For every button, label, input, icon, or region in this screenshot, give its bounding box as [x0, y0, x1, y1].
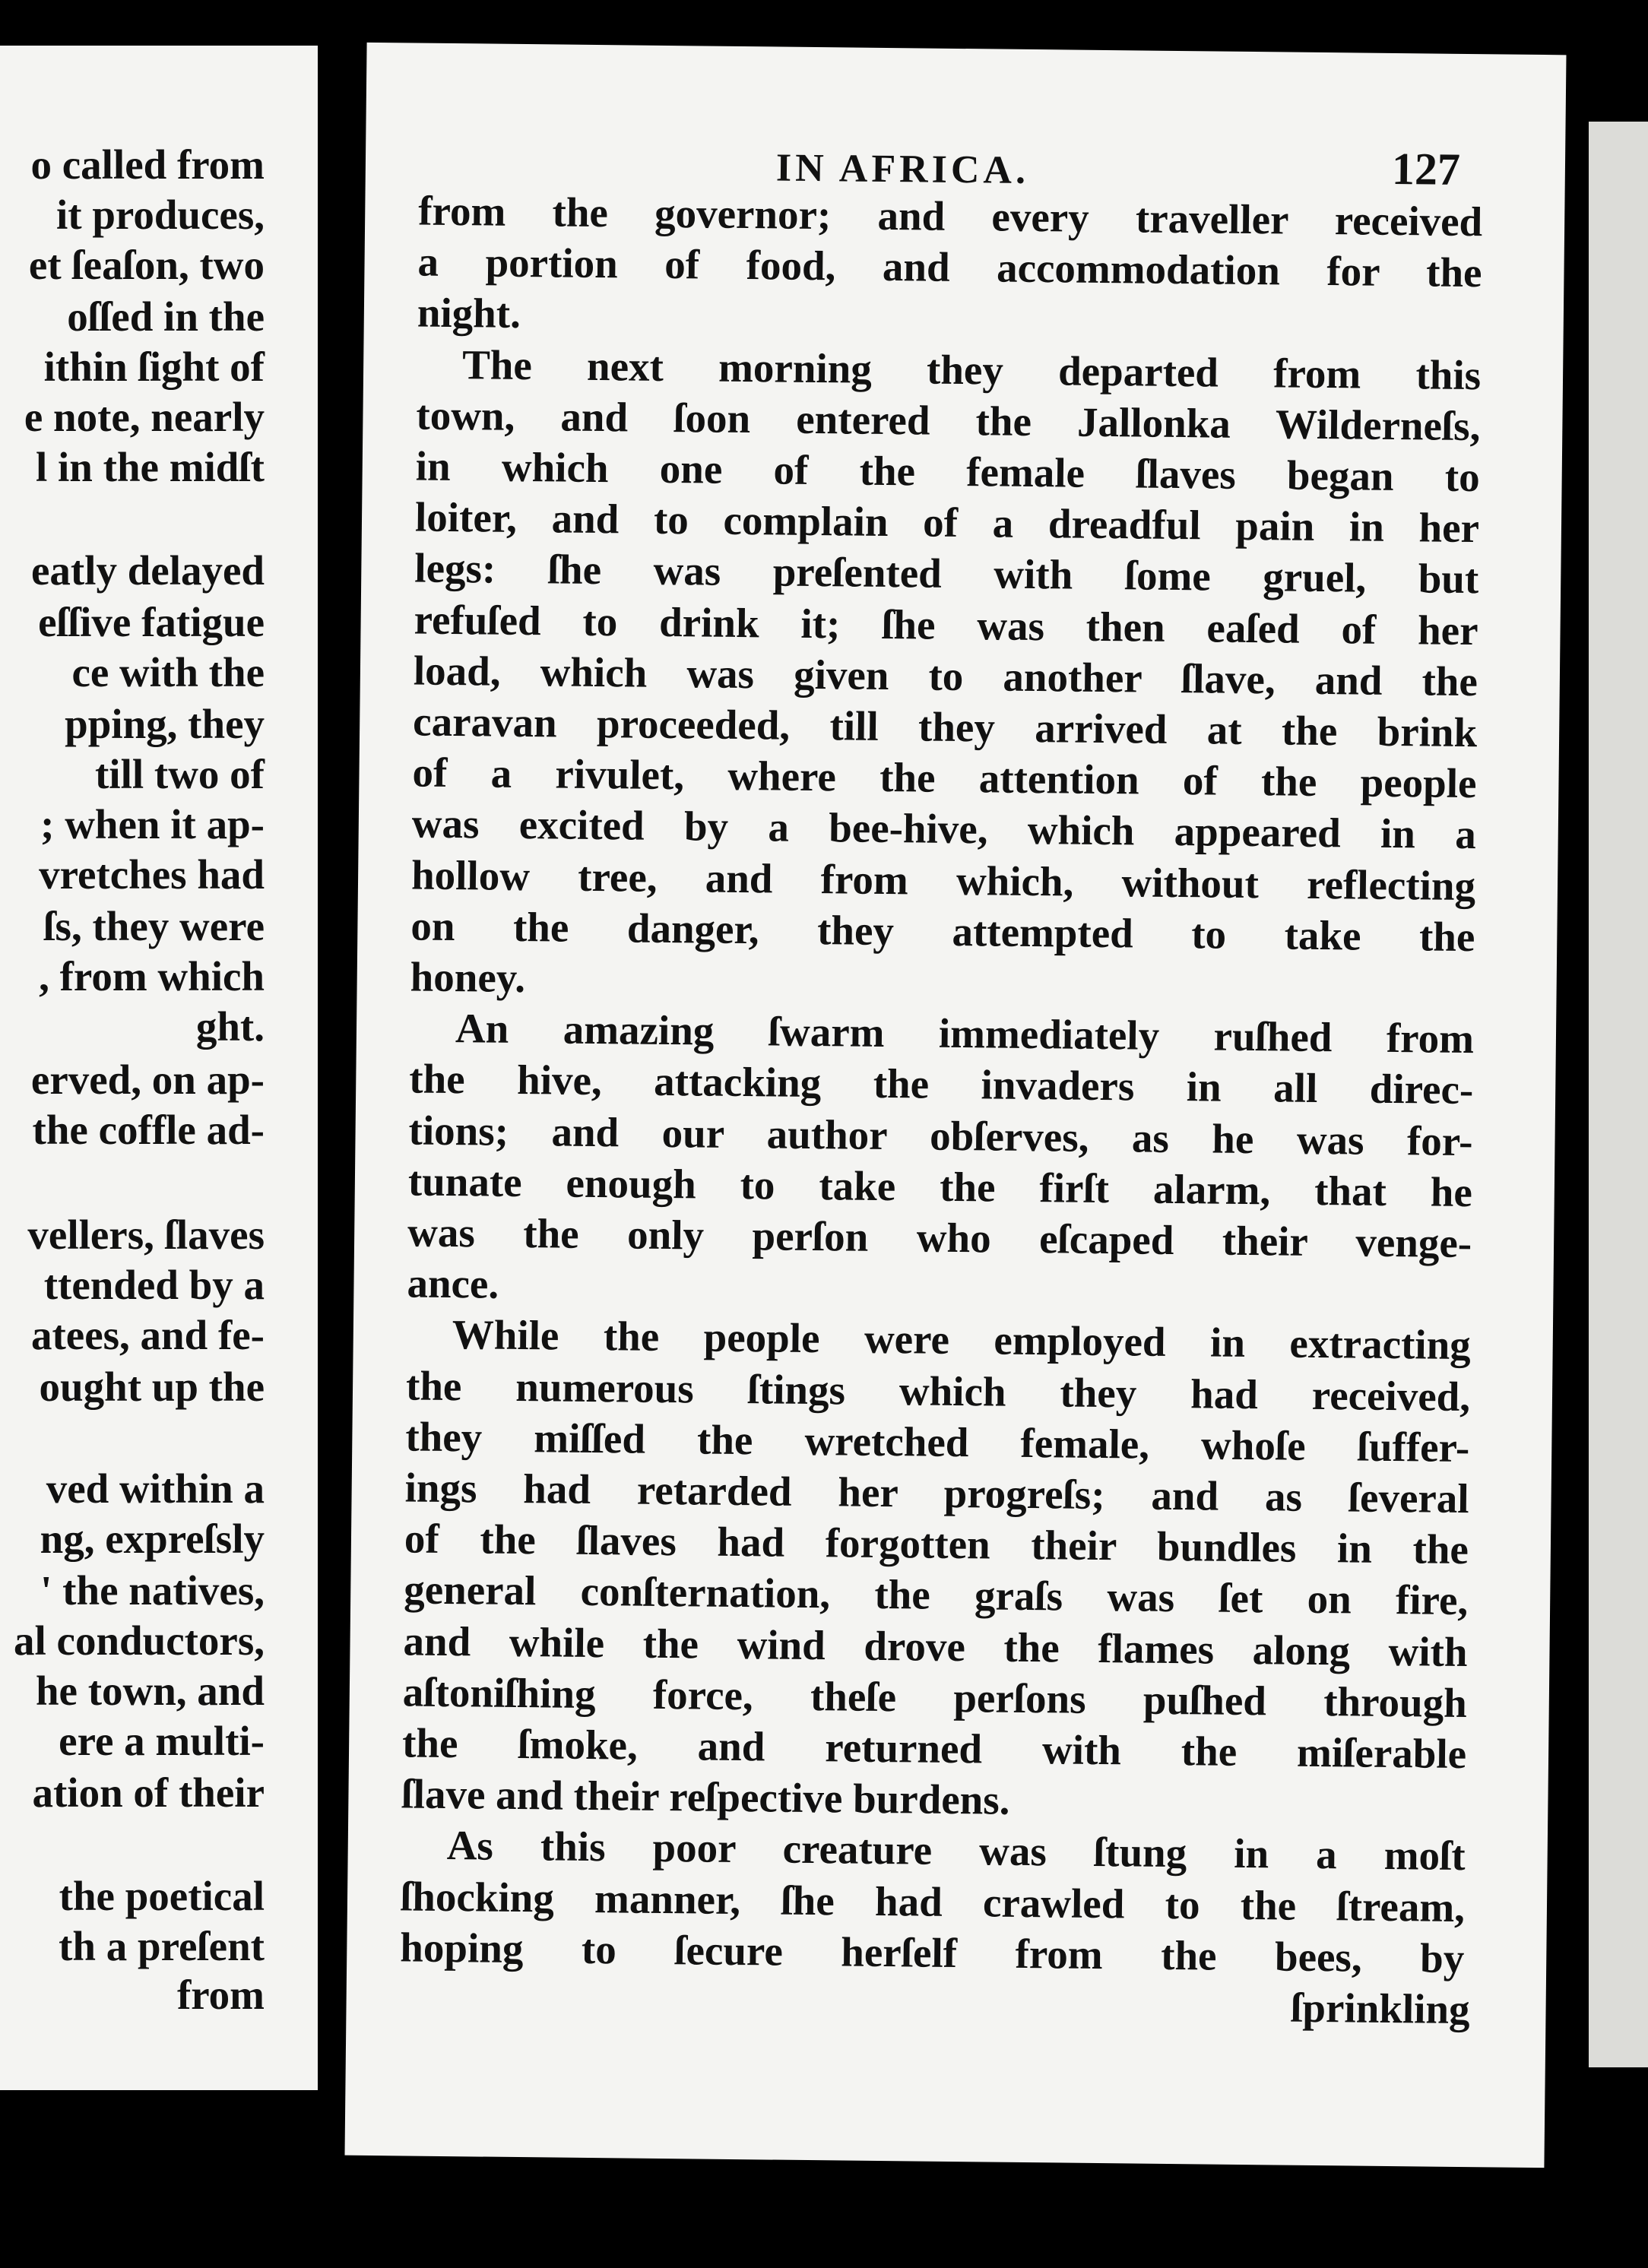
- text-line: was excited by a bee-hive, which appeared in a: [411, 800, 1477, 858]
- text-line: a portion of food, and accommodation for the: [417, 238, 1482, 296]
- left-page-line: l in the midſt: [36, 444, 265, 490]
- text-line: tunate enough to take the firſt alarm, that he: [407, 1158, 1473, 1215]
- text-line: ings had retarded her progreſs; and as ſeveral: [404, 1464, 1469, 1522]
- left-page: [0, 46, 318, 2090]
- left-page-line: he town, and: [35, 1668, 265, 1714]
- text-line: the hive, attacking the invaders in all direc-: [409, 1055, 1474, 1113]
- left-page-line: ce with the: [71, 649, 265, 695]
- left-page-line: erved, on ap-: [30, 1056, 265, 1103]
- text-line: ſhocking manner, ſhe had crawled to the ſtream,: [400, 1873, 1466, 1931]
- left-page-line: ved within a: [46, 1465, 265, 1512]
- text-line: tions; and our author obſerves, as he was for-: [408, 1107, 1473, 1164]
- left-page-line: the coffle ad-: [32, 1107, 265, 1153]
- text-line: and while the wind drove the flames along with: [403, 1617, 1468, 1675]
- page-number: 127: [1391, 143, 1461, 195]
- left-page-line: the poetical: [59, 1873, 265, 1919]
- text-line: they miſſed the wretched female, whoſe ſuffer-: [405, 1413, 1470, 1471]
- text-line: The next morning they departed from this: [461, 341, 1482, 398]
- left-page-line: ght.: [195, 1003, 265, 1050]
- text-line: on the danger, they attempted to take the: [410, 902, 1475, 960]
- text-line: An amazing ſwarm immediately ruſhed from: [455, 1005, 1475, 1063]
- text-line: from the governor; and every traveller received: [417, 187, 1483, 245]
- text-line: refuſed to drink it; ſhe was then eaſed of her: [414, 596, 1478, 654]
- left-page-line: e note, nearly: [24, 394, 265, 440]
- left-page-line: ought up the: [39, 1364, 265, 1410]
- left-page-line: th a preſent: [59, 1923, 265, 1969]
- text-line: was the only perſon who eſcaped their venge-: [407, 1208, 1472, 1267]
- left-page-line: till two of: [94, 751, 265, 797]
- next-page-edge: [1589, 122, 1648, 2067]
- left-page-line: eatly delayed: [30, 547, 265, 594]
- right-page: [344, 43, 1566, 2168]
- text-line: loiter, and to complain of a dreadful pain in her: [414, 493, 1480, 552]
- left-page-line: ' the natives,: [40, 1567, 265, 1614]
- left-page-line: o called from: [30, 141, 265, 188]
- text-line: caravan proceeded, till they arrived at the brink: [412, 698, 1478, 756]
- left-page-line: eſſive fatigue: [38, 599, 265, 645]
- left-page-line: ation of their: [32, 1769, 265, 1816]
- text-line: hoping to ſecure herſelf from the bees, by: [400, 1924, 1465, 1981]
- left-page-line: ttended by a: [43, 1262, 265, 1308]
- text-line: ſlave and their reſpective burdens.: [401, 1770, 1010, 1823]
- text-line: town, and ſoon entered the Jallonka Wilderneſs,: [416, 391, 1481, 449]
- text-line: the ſmoke, and returned with the miſerable: [401, 1719, 1467, 1778]
- left-page-line: ere a multi-: [59, 1718, 265, 1764]
- left-page-line: al conductors,: [14, 1617, 265, 1664]
- text-line: As this poor creature was ſtung in a moſt: [446, 1822, 1466, 1880]
- left-page-line: vretches had: [39, 851, 265, 898]
- left-page-line: vellers, ſlaves: [27, 1212, 265, 1258]
- text-line: ance.: [407, 1259, 499, 1307]
- text-line: aſtoniſhing force, theſe perſons puſhed through: [402, 1668, 1468, 1726]
- left-page-line: ſs, they were: [43, 903, 265, 949]
- text-line: honey.: [410, 953, 526, 1002]
- text-line: load, which was given to another ſlave, and the: [413, 647, 1478, 705]
- text-line: hollow tree, and from which, without reflecting: [410, 851, 1476, 909]
- left-page-line: ng, expreſsly: [40, 1516, 265, 1562]
- left-page-line: oſſed in the: [67, 293, 265, 340]
- text-line: general conſternation, the graſs was ſet on fire,: [403, 1566, 1469, 1624]
- left-page-line: pping, they: [65, 701, 265, 747]
- text-line: the numerous ſtings which they had received,: [405, 1362, 1471, 1420]
- text-line: legs: ſhe was preſented with ſome gruel, but: [414, 544, 1479, 603]
- text-line: night.: [417, 289, 521, 337]
- text-line: of a rivulet, where the attention of the people: [412, 749, 1477, 807]
- text-line: in which one of the female ſlaves began to: [415, 442, 1481, 501]
- text-line: of the ſlaves had forgotten their bundles in the: [404, 1515, 1469, 1573]
- left-page-line: ithin ſight of: [43, 344, 265, 390]
- text-line: ſprinkling: [1290, 1984, 1470, 2033]
- left-page-line: , from which: [39, 953, 265, 999]
- left-page-line: it produces,: [55, 192, 265, 238]
- left-page-line: atees, and fe-: [30, 1312, 265, 1358]
- running-head: IN AFRICA.: [775, 146, 1030, 192]
- text-line: While the people were employed in extracting: [452, 1311, 1472, 1369]
- left-page-line: et ſeaſon, two: [28, 242, 265, 288]
- left-page-line: from: [176, 1972, 265, 2018]
- left-page-line: ; when it ap-: [40, 801, 265, 847]
